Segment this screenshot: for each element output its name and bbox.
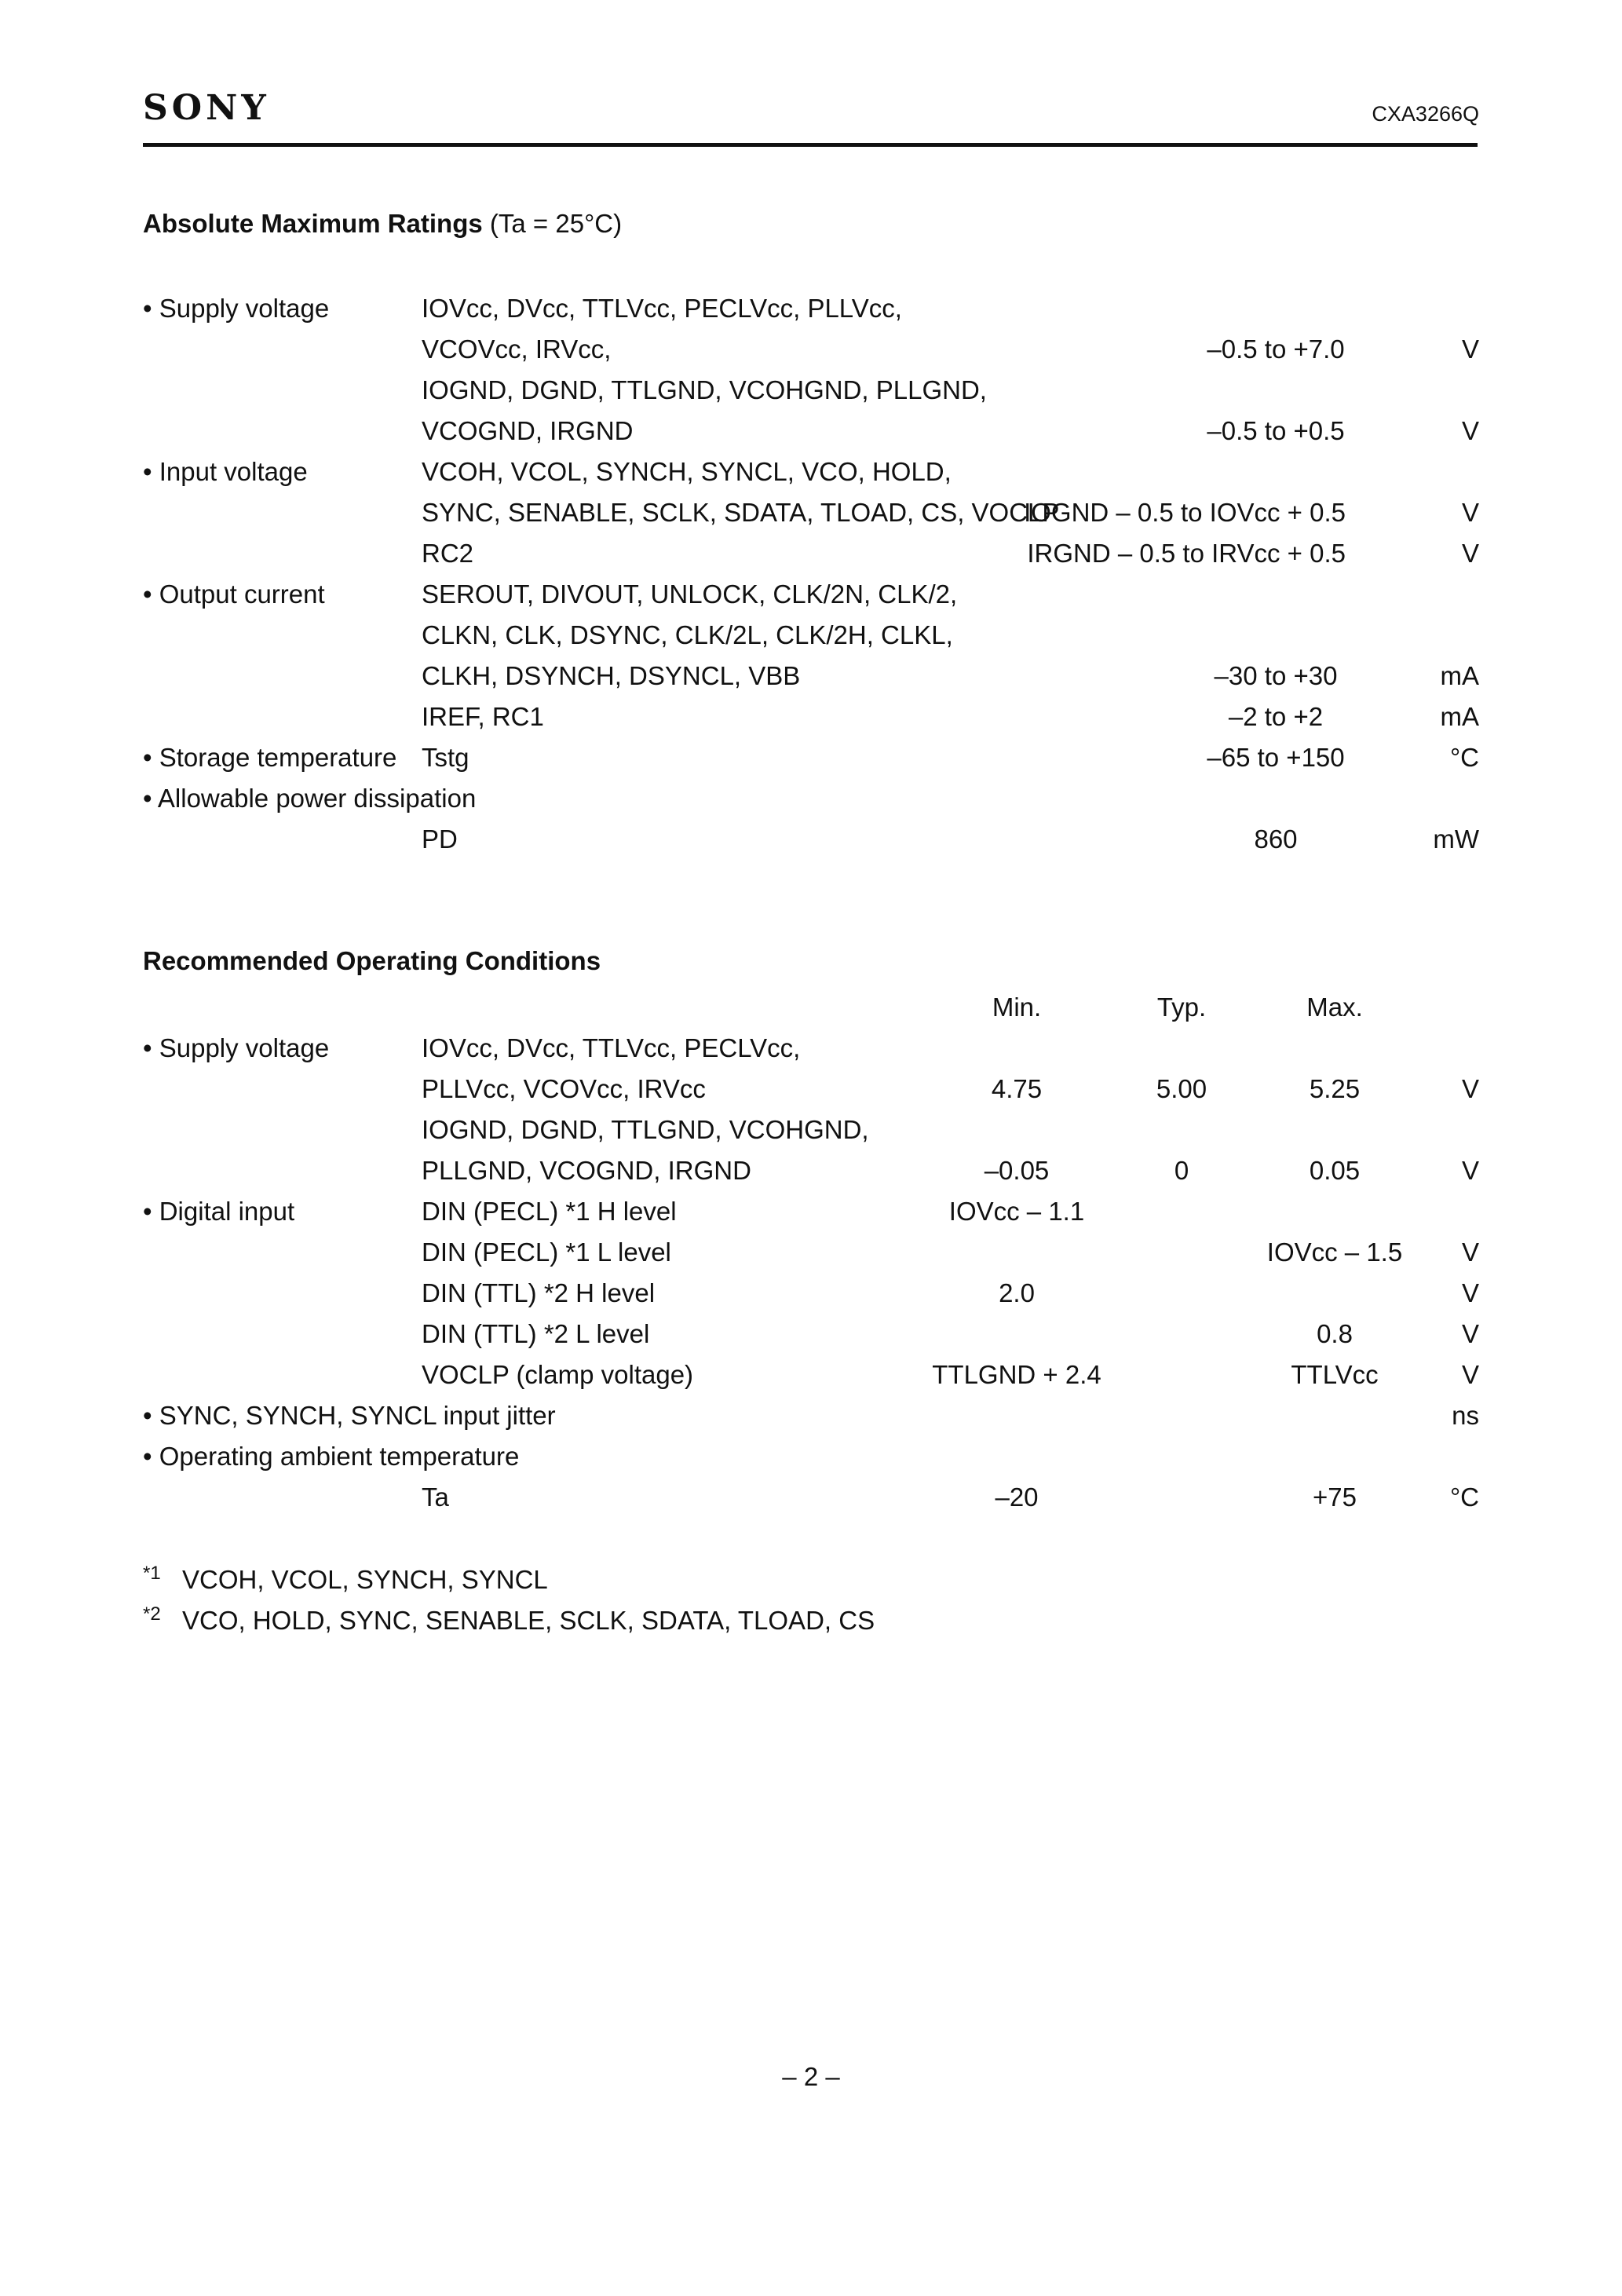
- range: 860: [1254, 824, 1298, 854]
- table-row: [0, 1069, 1622, 1110]
- item-label: • Supply voltage: [143, 294, 330, 323]
- range: IRGND – 0.5 to IRVcc + 0.5: [1027, 539, 1346, 568]
- table-row: [0, 1028, 1622, 1069]
- col-typ-header: Typ.: [1156, 993, 1207, 1022]
- table-row: [0, 656, 1622, 696]
- parameter: PLLVcc, VCOVcc, IRVcc: [422, 1074, 706, 1103]
- parameter: RC2: [422, 539, 474, 568]
- unit: V: [1461, 335, 1479, 364]
- parameter: Tstg: [422, 743, 469, 772]
- item-label: • Allowable power dissipation: [143, 784, 477, 813]
- table-row: [0, 1232, 1622, 1273]
- parameter: DIN (PECL) *1 L level: [422, 1238, 671, 1267]
- parameter: DIN (TTL) *2 L level: [422, 1319, 650, 1348]
- parameter: PLLGND, VCOGND, IRGND: [422, 1156, 751, 1185]
- roc-column-headers: [0, 987, 1622, 1028]
- max-value: IOVcc – 1.5: [1266, 1238, 1403, 1267]
- parameter: IOVcc, DVcc, TTLVcc, PECLVcc, PLLVcc,: [422, 294, 902, 323]
- item-label: • Digital input: [143, 1197, 295, 1226]
- footnote-text: VCO, HOLD, SYNC, SENABLE, SCLK, SDATA, TLOAD, CS: [182, 1606, 875, 1635]
- sony-logo: SONY: [143, 88, 270, 128]
- footnote-mark: *2: [143, 1603, 161, 1625]
- table-row: [0, 288, 1622, 329]
- unit: ns: [1452, 1401, 1479, 1430]
- table-row: [0, 411, 1622, 452]
- table-row: [0, 1477, 1622, 1518]
- table-row: [0, 737, 1622, 778]
- table-row: [0, 370, 1622, 411]
- footnote: [143, 1559, 548, 1600]
- unit: V: [1461, 1319, 1479, 1348]
- typ-value: 5.00: [1156, 1074, 1207, 1103]
- unit: V: [1461, 416, 1479, 445]
- table-row: [0, 1150, 1622, 1191]
- table-row: [0, 1436, 1622, 1477]
- min-value: –20: [995, 1483, 1039, 1512]
- amr-title: Absolute Maximum Ratings: [143, 209, 483, 238]
- parameter: PD: [422, 824, 458, 854]
- parameter: DIN (PECL) *1 H level: [422, 1197, 677, 1226]
- item-label: • Operating ambient temperature: [143, 1442, 520, 1471]
- table-row: [0, 778, 1622, 819]
- table-row: [0, 1395, 1622, 1436]
- part-number: CXA3266Q: [1372, 102, 1479, 126]
- parameter: VCOH, VCOL, SYNCH, SYNCL, VCO, HOLD,: [422, 457, 952, 486]
- unit: mW: [1433, 824, 1479, 854]
- unit: V: [1461, 498, 1479, 527]
- unit: V: [1461, 1278, 1479, 1307]
- parameter: CLKN, CLK, DSYNC, CLK/2L, CLK/2H, CLKL,: [422, 620, 953, 649]
- min-value: 2.0: [999, 1278, 1035, 1307]
- parameter: VCOGND, IRGND: [422, 416, 634, 445]
- max-value: TTLVcc: [1291, 1360, 1379, 1389]
- page-number: – 2 –: [782, 2062, 840, 2091]
- unit: V: [1461, 1156, 1479, 1185]
- unit: mA: [1440, 702, 1479, 731]
- unit: mA: [1440, 661, 1479, 690]
- table-row: [0, 1191, 1622, 1232]
- min-value: –0.05: [984, 1156, 1050, 1185]
- max-value: +75: [1313, 1483, 1357, 1512]
- parameter: DIN (TTL) *2 H level: [422, 1278, 656, 1307]
- footnote-text: VCOH, VCOL, SYNCH, SYNCL: [182, 1565, 548, 1594]
- parameter: SEROUT, DIVOUT, UNLOCK, CLK/2N, CLK/2,: [422, 579, 958, 609]
- min-value: 4.75: [991, 1074, 1043, 1103]
- table-row: [0, 1314, 1622, 1355]
- parameter: SYNC, SENABLE, SCLK, SDATA, TLOAD, CS, VOCLP: [422, 498, 1060, 527]
- table-row: [0, 533, 1622, 574]
- table-row: [0, 1355, 1622, 1395]
- item-label: • SYNC, SYNCH, SYNCL input jitter: [143, 1401, 556, 1430]
- amr-condition: (Ta = 25°C): [489, 209, 623, 238]
- col-min-header: Min.: [992, 993, 1042, 1022]
- item-label: • Output current: [143, 579, 325, 609]
- header-rule: [143, 143, 1478, 147]
- min-value: TTLGND + 2.4: [932, 1360, 1101, 1389]
- parameter: IREF, RC1: [422, 702, 544, 731]
- range: –30 to +30: [1214, 661, 1338, 690]
- parameter: IOGND, DGND, TTLGND, VCOHGND, PLLGND,: [422, 375, 987, 404]
- typ-value: 0: [1174, 1156, 1189, 1185]
- min-value: IOVcc – 1.1: [948, 1197, 1085, 1226]
- range: –0.5 to +7.0: [1207, 335, 1345, 364]
- max-value: 0.8: [1317, 1319, 1353, 1348]
- footnote: [143, 1600, 875, 1641]
- max-value: 5.25: [1309, 1074, 1361, 1103]
- range: –65 to +150: [1207, 743, 1345, 772]
- table-row: [0, 329, 1622, 370]
- unit: °C: [1449, 743, 1479, 772]
- roc-heading: [143, 946, 601, 976]
- unit: V: [1461, 1074, 1479, 1103]
- table-row: [0, 696, 1622, 737]
- table-row: [0, 452, 1622, 492]
- range: –2 to +2: [1228, 702, 1324, 731]
- parameter: VOCLP (clamp voltage): [422, 1360, 694, 1389]
- table-row: [0, 615, 1622, 656]
- parameter: CLKH, DSYNCH, DSYNCL, VBB: [422, 661, 801, 690]
- parameter: Ta: [422, 1483, 449, 1512]
- table-row: [0, 1273, 1622, 1314]
- table-row: [0, 1110, 1622, 1150]
- roc-title: Recommended Operating Conditions: [143, 946, 601, 975]
- parameter: IOVcc, DVcc, TTLVcc, PECLVcc,: [422, 1033, 801, 1062]
- item-label: • Storage temperature: [143, 743, 397, 772]
- col-max-header: Max.: [1306, 993, 1363, 1022]
- unit: V: [1461, 1238, 1479, 1267]
- parameter: IOGND, DGND, TTLGND, VCOHGND,: [422, 1115, 869, 1144]
- item-label: • Input voltage: [143, 457, 308, 486]
- unit: °C: [1449, 1483, 1479, 1512]
- item-label: • Supply voltage: [143, 1033, 330, 1062]
- parameter: VCOVcc, IRVcc,: [422, 335, 612, 364]
- table-row: [0, 574, 1622, 615]
- amr-heading: [143, 209, 622, 239]
- unit: V: [1461, 539, 1479, 568]
- unit: V: [1461, 1360, 1479, 1389]
- table-row: [0, 492, 1622, 533]
- range: IOGND – 0.5 to IOVcc + 0.5: [1024, 498, 1346, 527]
- table-row: [0, 819, 1622, 860]
- range: –0.5 to +0.5: [1207, 416, 1345, 445]
- footnote-mark: *1: [143, 1563, 161, 1584]
- max-value: 0.05: [1309, 1156, 1361, 1185]
